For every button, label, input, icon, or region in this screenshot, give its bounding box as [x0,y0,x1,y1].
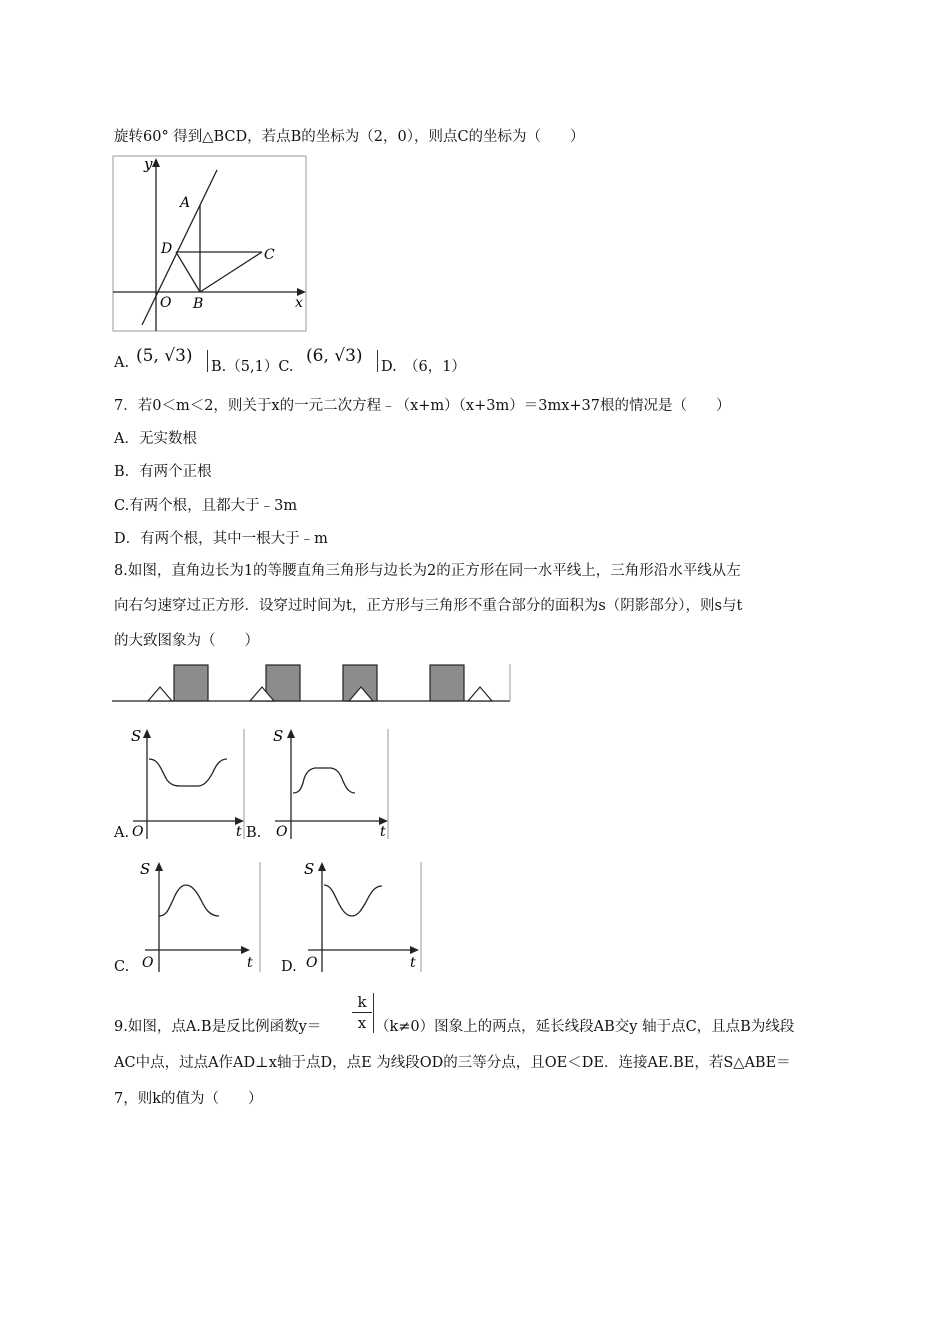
q6-option-a-label: A. [114,355,130,371]
q9-fraction-numerator: k [357,993,367,1011]
q6-label-x: x [295,295,303,311]
q6-label-y: y [144,155,153,173]
q8-graph-d-o-label: O [306,955,318,971]
q8-graph-d [300,858,426,974]
q8-graph-b [267,725,391,841]
q8-graph-a [125,725,247,841]
q6-label-o: O [160,295,172,311]
q7-option-a: A．无实数根 [114,431,197,447]
q9-stem-line2: AC中点，过点A作AD⊥x轴于点D，点E 为线段OD的三等分点，且OE＜DE．连接AE.BE，若S△ABE＝ [114,1055,791,1071]
q6-option-d: D. （6，1） [381,359,466,375]
q8-sequence-figure [112,660,514,706]
q7-option-c: C.有两个根，且都大于﹣3m [114,498,298,514]
q6-label-c: C [264,247,275,263]
q8-graph-c-o-label: O [142,955,154,971]
q6-label-b: B [193,296,204,312]
q8-graph-b-option-label: B. [246,825,262,841]
q7-option-d: D．有两个根，其中一根大于﹣m [114,531,328,547]
q8-graph-d-t-label: t [410,955,416,971]
q8-graph-c-option-label: C. [114,959,130,975]
q8-stem-line3: 的大致图象为（ ） [114,633,259,649]
q9-stem-line1-pre: 9.如图，点A.B是反比例函数y＝ [114,1019,322,1035]
q8-graph-a-t-label: t [236,824,242,840]
q8-graph-c-s-label: S [140,860,151,878]
q8-graph-c [137,858,263,974]
q8-graph-a-o-label: O [132,824,144,840]
q9-stem-line1-post: （k≠0）图象上的两点，延长线段AB交y 轴于点C，且点B为线段 [375,1019,795,1035]
q7-stem: 7．若0＜m＜2，则关于x的一元二次方程﹣（x+m）（x+3m）＝3mx+37根的情况是（ ） [114,398,731,414]
q6-coordinate-figure [112,155,308,335]
q6-option-a-math: (5, √3) [136,346,193,366]
q8-graph-d-option-label: D. [281,959,297,975]
q8-graph-a-s-label: S [131,727,142,745]
q6-label-d: D [161,241,173,257]
q8-graph-d-s-label: S [304,860,315,878]
q8-graph-a-option-label: A. [114,825,130,841]
q6-option-b: B.（5,1）C. [211,359,294,375]
q8-graph-b-o-label: O [276,824,288,840]
q8-graph-b-t-label: t [380,824,386,840]
q9-fraction-denominator: x [357,1014,367,1032]
q9-fraction [352,993,372,1032]
q6-label-a: A [180,195,191,211]
q7-option-b: B．有两个正根 [114,464,212,480]
q8-stem-line2: 向右匀速穿过正方形．设穿过时间为t，正方形与三角形不重合部分的面积为s（阴影部分），则s与t [114,598,743,614]
q6-stem-line: 旋转60° 得到△BCD，若点B的坐标为（2，0），则点C的坐标为（ ） [114,129,585,145]
q8-graph-c-t-label: t [247,955,253,971]
q8-graph-b-s-label: S [273,727,284,745]
q9-stem-line3: 7，则k的值为（ ） [114,1091,263,1107]
q6-option-c-math: (6, √3) [306,346,363,366]
q8-stem-line1: 8.如图，直角边长为1的等腰直角三角形与边长为2的正方形在同一水平线上，三角形沿水平线从左 [114,563,741,579]
